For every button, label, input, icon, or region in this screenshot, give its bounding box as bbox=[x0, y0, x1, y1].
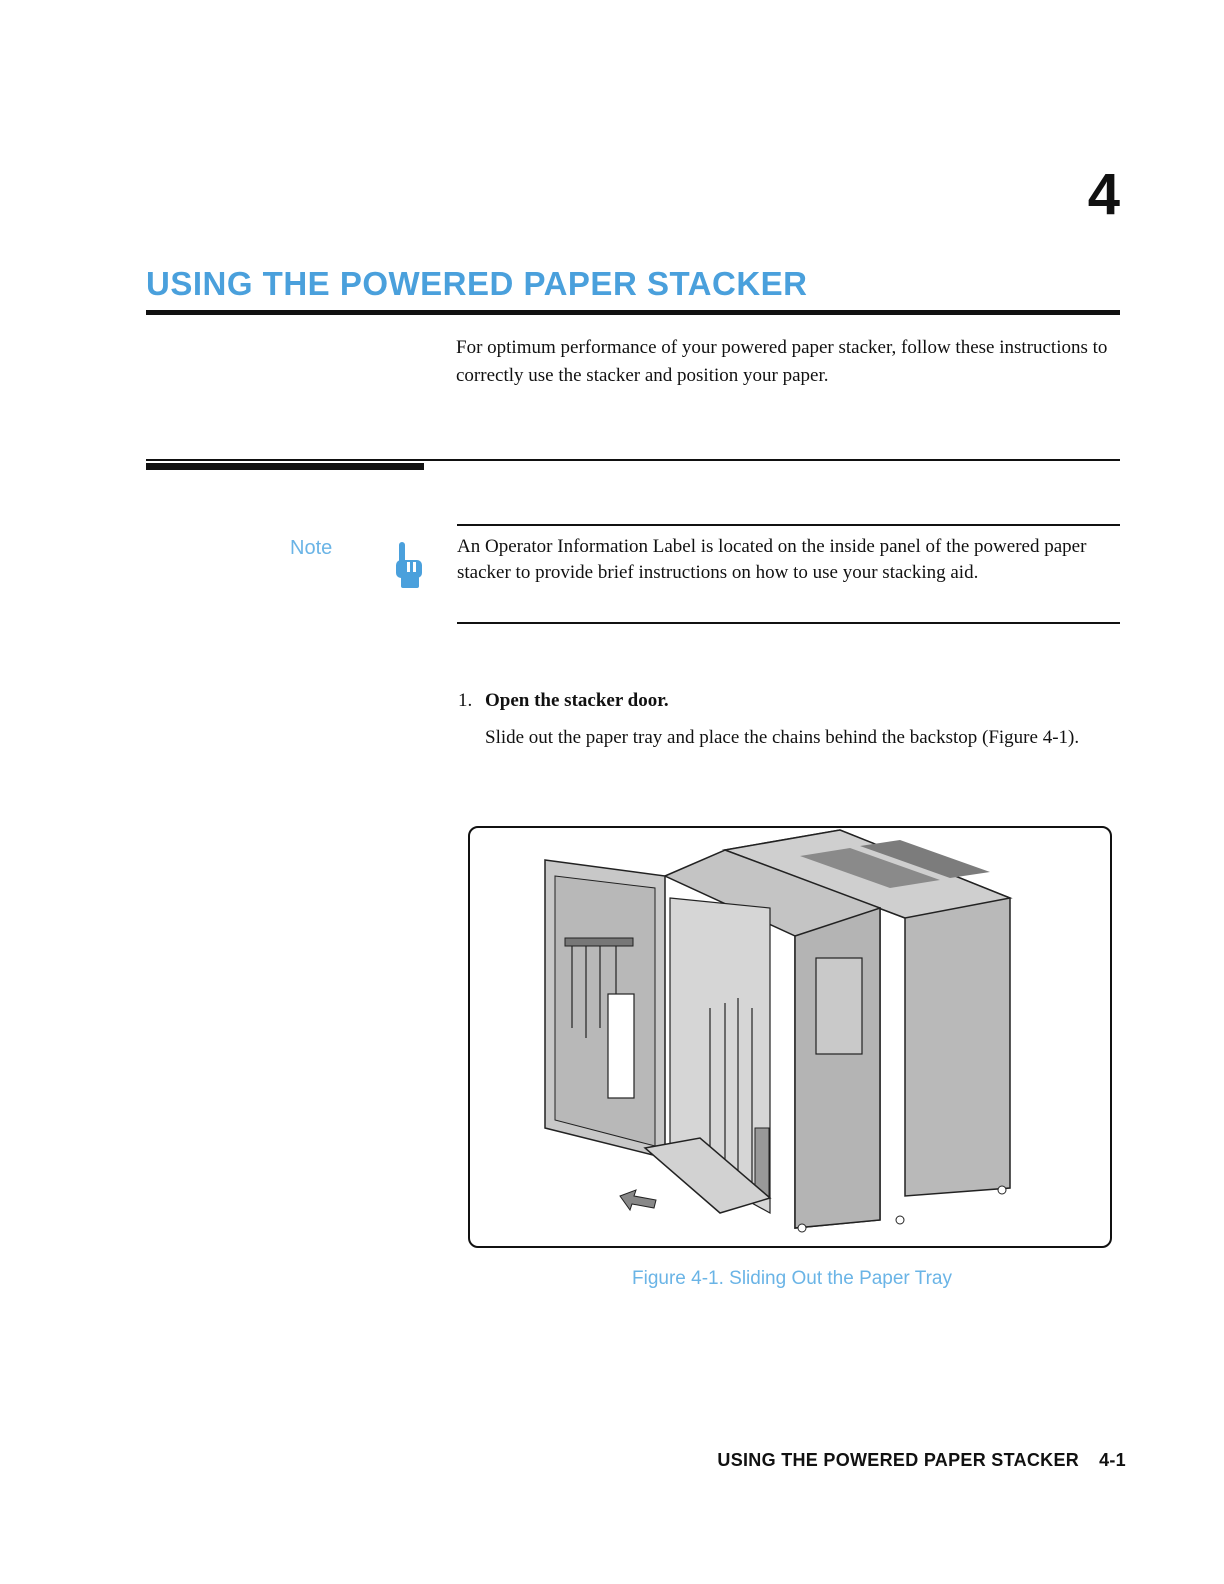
title-rule bbox=[146, 310, 1120, 315]
section-divider bbox=[146, 459, 1120, 461]
intro-paragraph: For optimum performance of your powered paper stacker, follow these instructions to correctly use the stacker and position your paper. bbox=[456, 337, 1108, 386]
section-divider-accent bbox=[146, 463, 424, 470]
step-text: Slide out the paper tray and place the chains behind the backstop (Figure 4-1). bbox=[485, 727, 1080, 748]
footer-page-number: 4-1 bbox=[1099, 1450, 1126, 1470]
note-rule-top bbox=[457, 524, 1120, 526]
footer-running-title: USING THE POWERED PAPER STACKER bbox=[717, 1450, 1080, 1470]
page-footer bbox=[717, 1450, 1126, 1471]
step-number: 1. bbox=[458, 690, 473, 711]
note-label: Note bbox=[290, 537, 333, 559]
chapter-title: USING THE POWERED PAPER STACKER bbox=[146, 265, 808, 302]
step-title: Open the stacker door. bbox=[485, 690, 669, 711]
chapter-number: 4 bbox=[1087, 162, 1120, 227]
powered-paper-stacker-illustration bbox=[470, 828, 1110, 1246]
pointing-hand-icon bbox=[393, 540, 427, 592]
note-text: An Operator Information Label is located on the inside panel of the powered paper stacker to provide brief instructions on how to use your stacking aid. bbox=[457, 536, 1087, 583]
note-rule-bottom bbox=[457, 622, 1120, 624]
figure-caption: Figure 4-1. Sliding Out the Paper Tray bbox=[632, 1268, 952, 1289]
